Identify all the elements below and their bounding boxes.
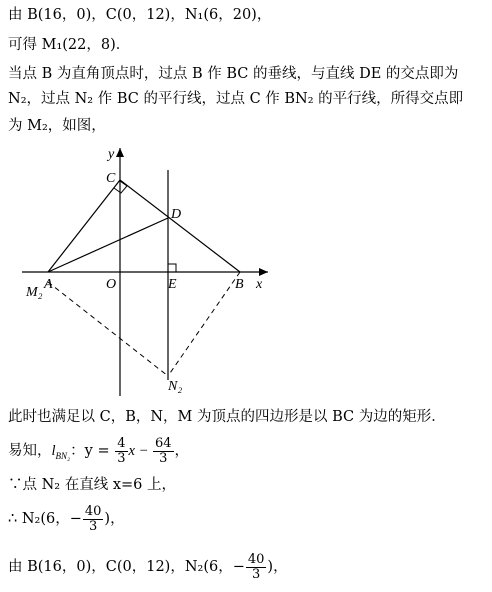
n2-coordinates-line: ∴ N₂(6，− $\frac{40}{3}$ )， [8, 503, 125, 534]
label-a: A [44, 277, 53, 292]
rectangle-conclusion-line: 此时也满足以 C，B，N，M 为顶点的四边形是以 BC 为边的矩形． [8, 409, 446, 425]
segment-ac [48, 180, 120, 272]
equation-lhs: ：y = [70, 443, 115, 459]
construction-line: N₂，过点 N₂ 作 BC 的平行线，过点 C 作 BN₂ 的平行线，所得交点即 [8, 91, 464, 107]
slope-fraction: $\frac{4}{3}$ [117, 435, 126, 466]
y-axis-arrow [116, 148, 124, 157]
line-symbol: l [51, 443, 56, 459]
intercept-fraction: $\frac{64}{3}$ [155, 435, 172, 466]
case-b-right-angle-line: 当点 B 为直角顶点时，过点 B 作 BC 的垂线，与直线 DE 的交点即为 [8, 66, 459, 82]
segment-b-n2 [168, 272, 240, 376]
label-c: C [106, 171, 116, 186]
easy-know-text: 易知， [8, 443, 52, 459]
segment-ad [48, 218, 168, 272]
label-x: x [256, 277, 263, 292]
n2-y-fraction: $\frac{40}{3}$ [84, 503, 102, 534]
given-points-line: 由 B(16，0)，C(0，12)，N₁(6，20)， [8, 7, 272, 23]
label-m2: M₂ [26, 285, 43, 300]
right-angle-e [168, 264, 176, 272]
line-subscript: BN₂ [55, 450, 71, 461]
x-minus-text: x − [128, 443, 152, 459]
m1-result-line: 可得 M₁(22，8)． [8, 37, 131, 53]
segment-m2-n2 [48, 282, 168, 376]
label-e: E [168, 277, 177, 292]
label-b: B [235, 277, 244, 292]
label-o: O [106, 277, 117, 292]
label-n2: N₂ [168, 379, 183, 394]
x-axis-arrow [259, 268, 268, 276]
label-d: D [171, 207, 182, 222]
m2-as-figure-line: 为 M₂，如图， [8, 118, 106, 134]
label-y: y [108, 147, 115, 162]
final-given-line: 由 B(16，0)，C(0，12)，N₂(6，− $\frac{40}{3}$ )， [8, 551, 288, 582]
geometry-figure [0, 140, 492, 400]
segment-cb [120, 180, 240, 272]
final-n2-y-fraction: $\frac{40}{3}$ [247, 551, 265, 582]
n2-on-line-reason: ∵点 N₂ 在直线 x=6 上， [8, 477, 176, 493]
bn2-equation-line: 易知，$l_{BN_2}$：y = $\frac{4}{3}$ x − $\frac{64}{3}$ ， [8, 435, 190, 466]
